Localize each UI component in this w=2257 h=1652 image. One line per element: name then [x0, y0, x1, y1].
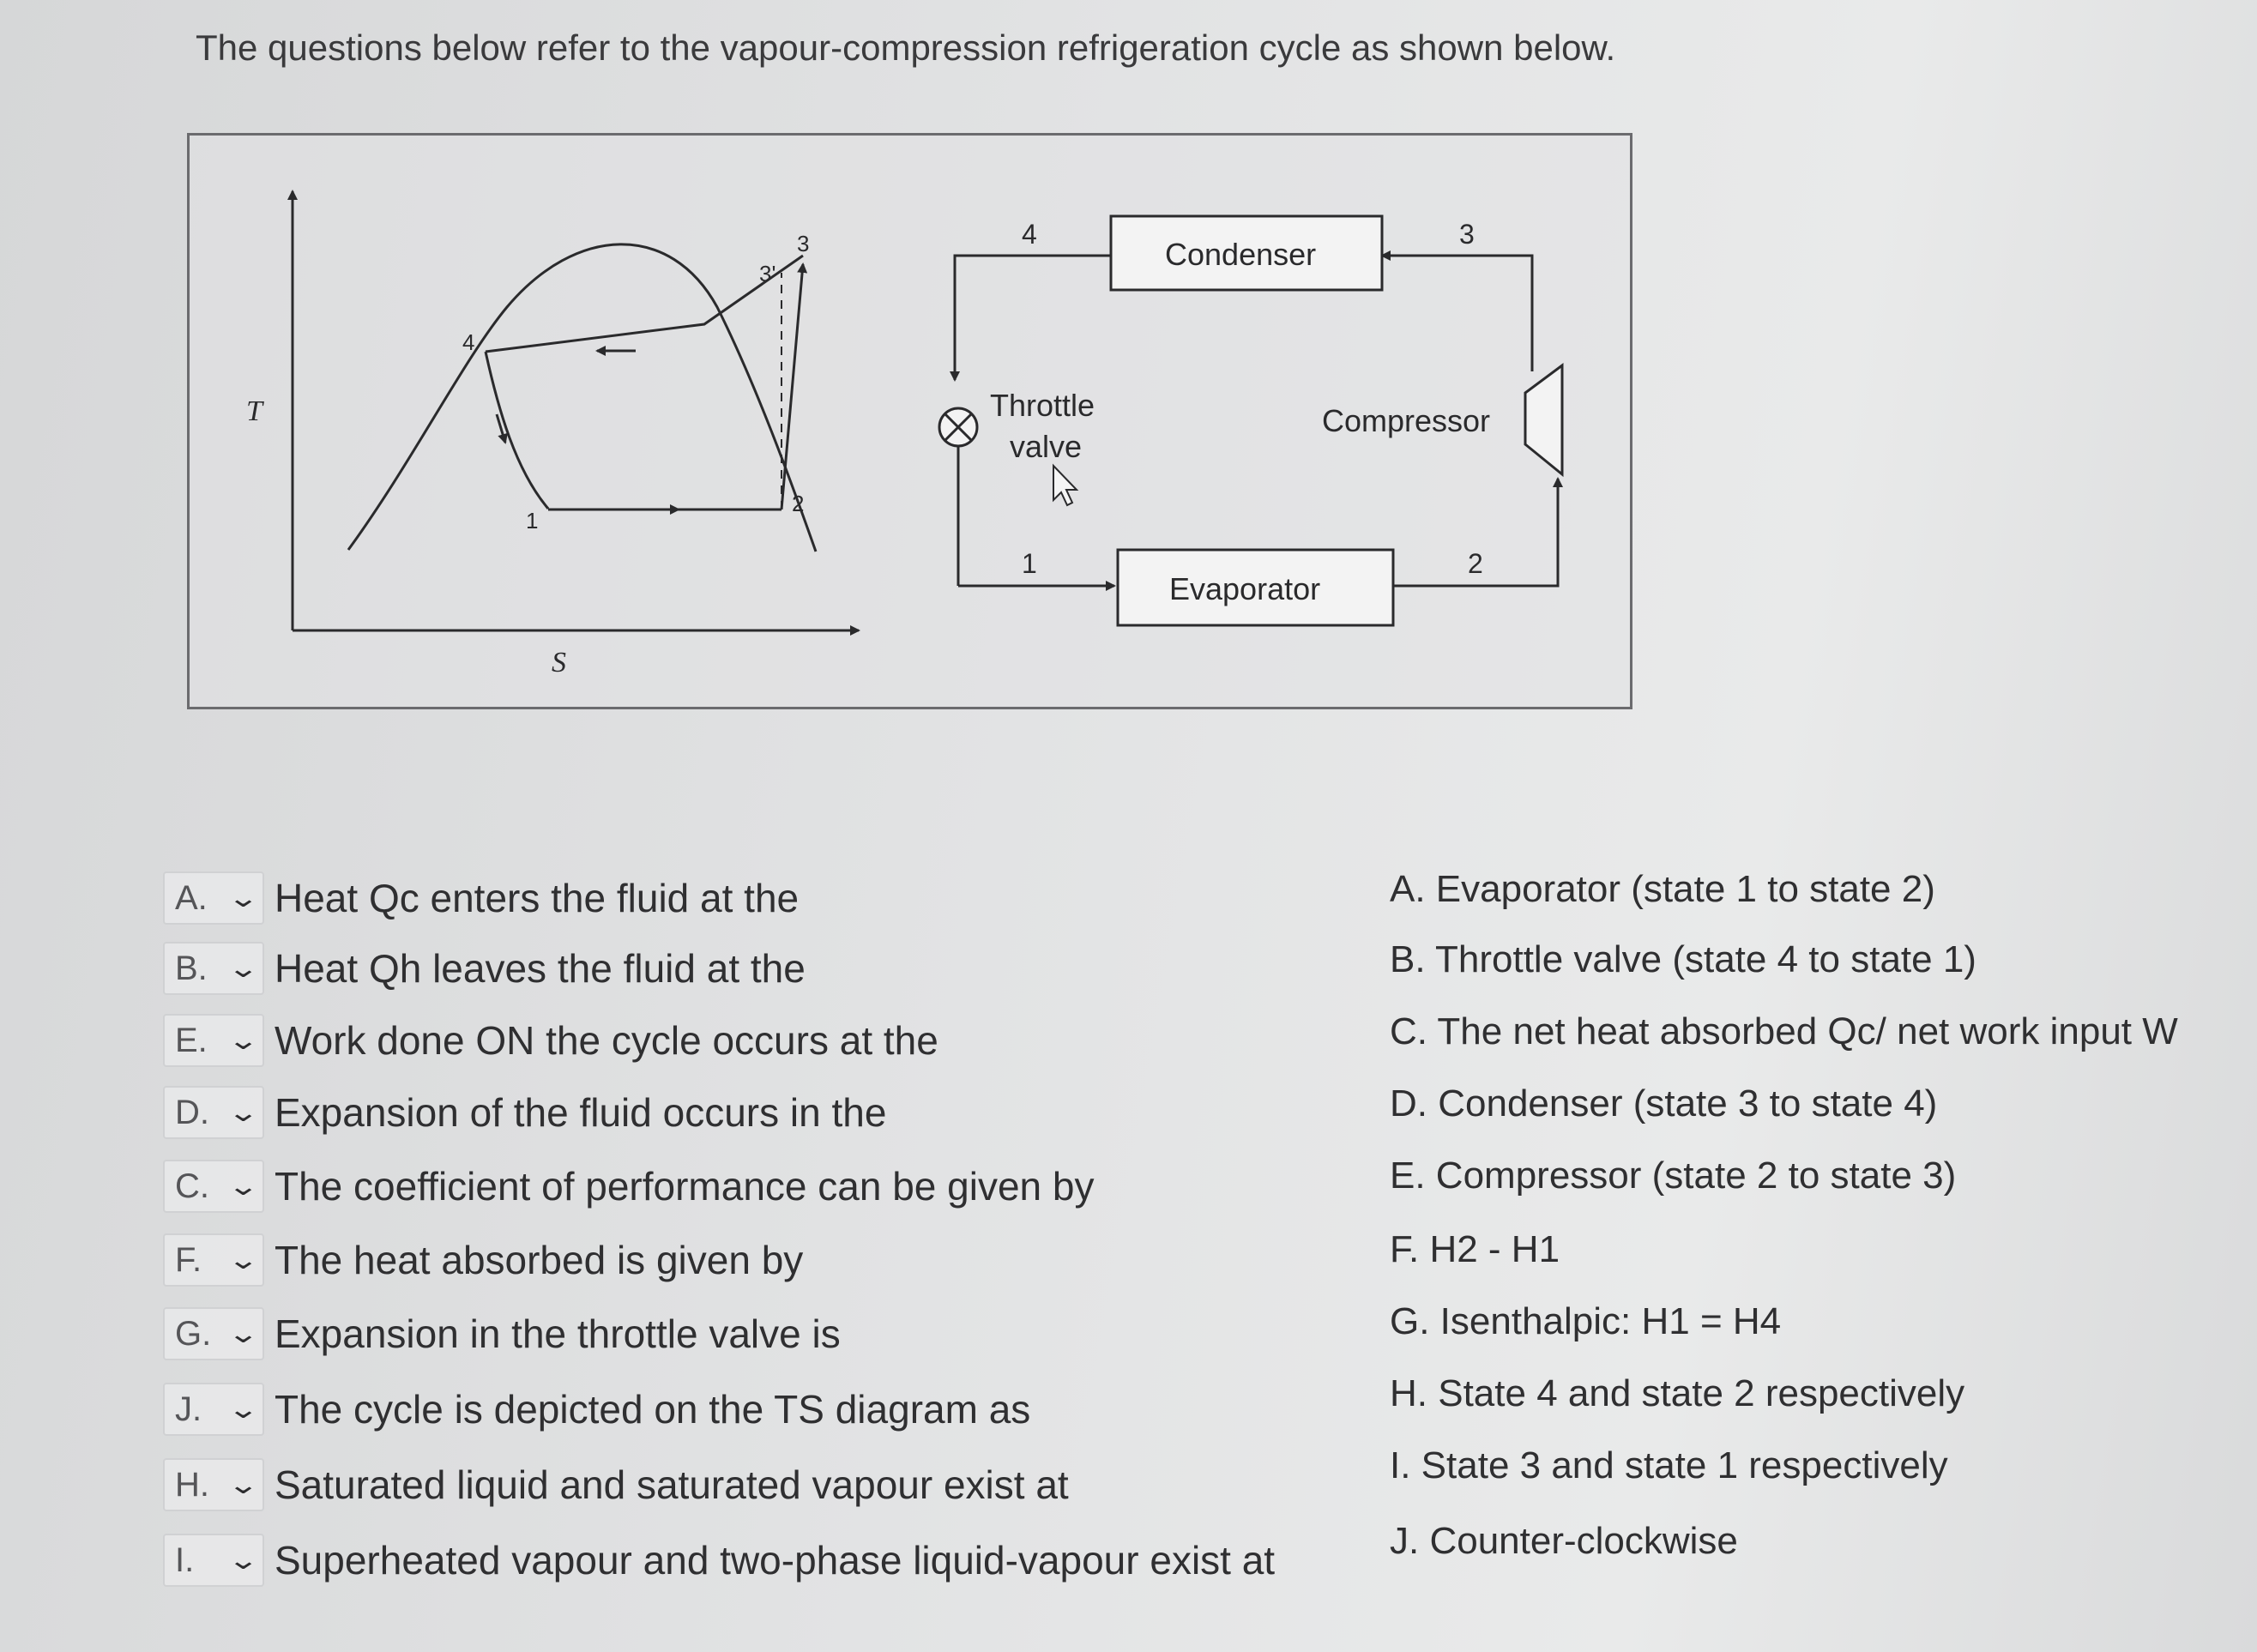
answer-option: H. State 4 and state 2 respectively: [1390, 1372, 1965, 1414]
saturation-dome: [348, 244, 816, 552]
question-row: [163, 1530, 1275, 1590]
mouse-cursor-icon: [1053, 466, 1077, 505]
answer-option: F. H2 - H1: [1390, 1228, 1560, 1270]
state-2-label: 2: [1468, 548, 1483, 579]
selected-value: H.: [175, 1465, 209, 1504]
answer-option: C. The net heat absorbed Qc/ net work input W: [1390, 1010, 2178, 1052]
figure-svg: [190, 136, 1635, 712]
chevron-down-icon: ⌄: [226, 883, 260, 913]
selected-value: A.: [175, 878, 208, 917]
answer-option: B. Throttle valve (state 4 to state 1): [1390, 938, 1976, 980]
condenser-label: Condenser: [1165, 237, 1317, 272]
answer-option: A. Evaporator (state 1 to state 2): [1390, 868, 1935, 910]
selected-value: C.: [175, 1167, 209, 1205]
question-row: [163, 1455, 1069, 1515]
question-text: Saturated liquid and saturated vapour exist at: [275, 1462, 1069, 1507]
selected-value: I.: [175, 1540, 195, 1579]
line-4-to-1: [486, 352, 548, 509]
answer-option: D. Condenser (state 3 to state 4): [1390, 1082, 1938, 1124]
ts-point-2: 2: [792, 491, 805, 516]
question-text: Expansion of the fluid occurs in the: [275, 1090, 887, 1135]
answer-select[interactable]: [163, 1458, 264, 1511]
line-2-to-3: [782, 264, 803, 509]
question-text: Superheated vapour and two-phase liquid-vapour exist at: [275, 1538, 1276, 1583]
cycle-figure: [187, 133, 1632, 709]
ts-point-1: 1: [526, 508, 539, 534]
intro-text: The questions below refer to the vapour-compression refrigeration cycle as shown below.: [196, 27, 1616, 68]
answer-select[interactable]: [163, 1534, 264, 1587]
state-4-label: 4: [1022, 219, 1037, 250]
ts-point-4: 4: [462, 329, 475, 355]
question-text: Heat Qc enters the fluid at the: [275, 876, 800, 920]
answer-select[interactable]: [163, 1014, 264, 1067]
evaporator-label: Evaporator: [1169, 571, 1321, 606]
question-row: [163, 868, 799, 928]
answer-option: I. State 3 and state 1 respectively: [1390, 1444, 1948, 1486]
question-text: The heat absorbed is given by: [275, 1238, 804, 1282]
selected-value: D.: [175, 1093, 209, 1131]
answer-select[interactable]: [163, 1307, 264, 1360]
question-row: [163, 938, 806, 998]
question-row: [163, 1156, 1095, 1216]
answer-option: G. Isenthalpic: H1 = H4: [1390, 1300, 1782, 1342]
state-1-label: 1: [1022, 548, 1037, 579]
question-row: [163, 1379, 1030, 1439]
question-row: [163, 1304, 841, 1364]
answer-option: E. Compressor (state 2 to state 3): [1390, 1155, 1957, 1197]
chevron-down-icon: ⌄: [226, 1026, 260, 1055]
throttle-label-2: valve: [1010, 429, 1083, 464]
t-axis-label: T: [246, 395, 263, 427]
ts-point-3: 3: [797, 231, 810, 256]
answer-select[interactable]: [163, 871, 264, 925]
selected-value: B.: [175, 949, 208, 987]
question-row: [163, 1010, 938, 1070]
s-axis-label: S: [552, 647, 566, 678]
compressor-label: Compressor: [1322, 403, 1491, 438]
answer-select[interactable]: [163, 1086, 264, 1139]
line-3-to-4: [486, 256, 803, 352]
chevron-down-icon: ⌄: [226, 1395, 260, 1424]
answer-select[interactable]: [163, 942, 264, 995]
selected-value: G.: [175, 1314, 212, 1353]
question-text: Expansion in the throttle valve is: [275, 1311, 841, 1356]
chevron-down-icon: ⌄: [226, 1546, 260, 1575]
chevron-down-icon: ⌄: [226, 954, 260, 983]
question-row: [163, 1082, 886, 1143]
chevron-down-icon: ⌄: [226, 1098, 260, 1127]
chevron-down-icon: ⌄: [226, 1245, 260, 1275]
answer-select[interactable]: [163, 1383, 264, 1436]
chevron-down-icon: ⌄: [226, 1172, 260, 1201]
question-row: [163, 1230, 803, 1290]
chevron-down-icon: ⌄: [226, 1470, 260, 1499]
question-text: Work done ON the cycle occurs at the: [275, 1018, 938, 1063]
compressor-shape: [1525, 365, 1562, 474]
ts-point-3-prime: 3': [759, 261, 776, 286]
ts-diagram: [293, 191, 859, 630]
answer-option: J. Counter-clockwise: [1390, 1520, 1738, 1562]
answer-select[interactable]: [163, 1160, 264, 1213]
chevron-down-icon: ⌄: [226, 1319, 260, 1348]
selected-value: J.: [175, 1390, 202, 1428]
state-3-label: 3: [1459, 219, 1475, 250]
pipe-3: [1382, 256, 1532, 371]
question-text: The cycle is depicted on the TS diagram as: [275, 1387, 1031, 1432]
selected-value: F.: [175, 1240, 202, 1279]
pipe-4: [955, 256, 1110, 380]
selected-value: E.: [175, 1021, 208, 1059]
throttle-label-1: Throttle: [990, 388, 1095, 423]
question-text: Heat Qh leaves the fluid at the: [275, 946, 806, 991]
answer-select[interactable]: [163, 1233, 264, 1287]
question-text: The coefficient of performance can be given by: [275, 1164, 1095, 1209]
